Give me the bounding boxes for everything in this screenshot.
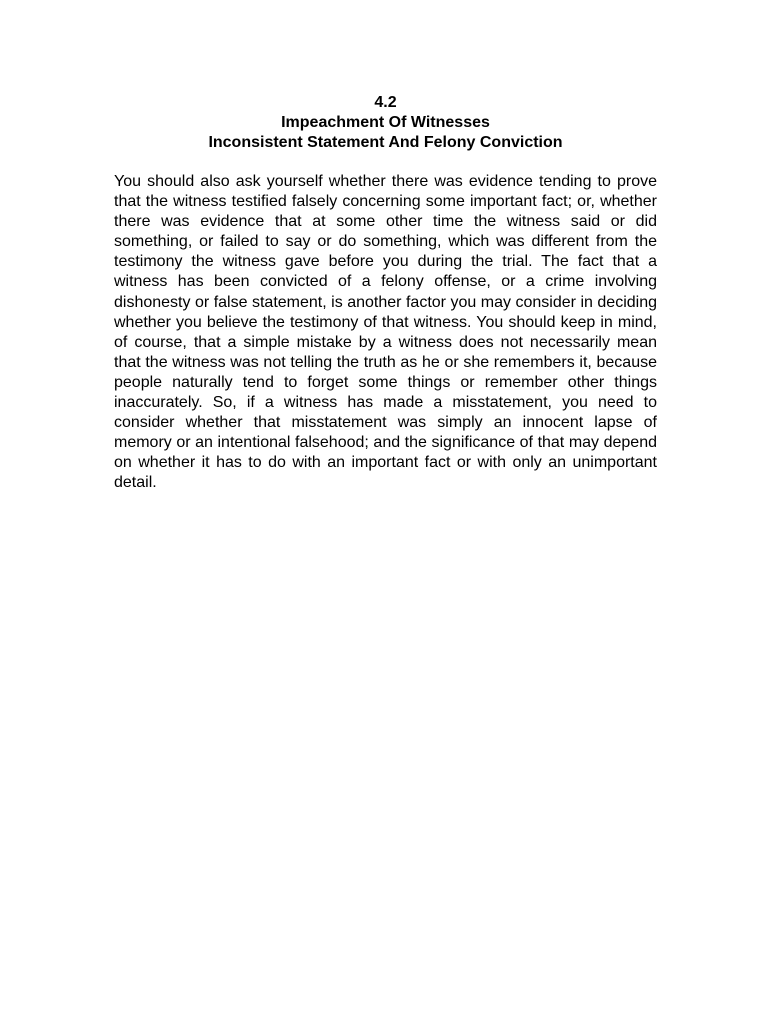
document-page — [114, 93, 657, 494]
body-paragraph: You should also ask yourself whether there was evidence tending to prove that the witness testified falsely concerning some important fact; or, whether there was evidence that at some other time the witness said or did something, or failed to say or do something, which was different from the testimony the witness gave before you during the trial. The fact that a witness has been convicted of a felony offense, or a crime involving dishonesty or false statement, is another factor you may consider in deciding whether you believe the testimony of that witness. You should keep in mind, of course, that a simple mistake by a witness does not necessarily mean that the witness was not telling the truth as he or she remembers it, because people naturally tend to forget some things or remember other things inaccurately. So, if a witness has made a misstatement, you need to consider whether that misstatement was simply an innocent lapse of memory or an intentional falsehood; and the significance of that may depend on whether it has to do with an important fact or with only an unimportant detail. — [114, 173, 657, 492]
document-title: Impeachment Of Witnesses — [281, 114, 490, 131]
document-subtitle: Inconsistent Statement And Felony Conviction — [208, 134, 563, 151]
section-number: 4.2 — [374, 94, 397, 111]
